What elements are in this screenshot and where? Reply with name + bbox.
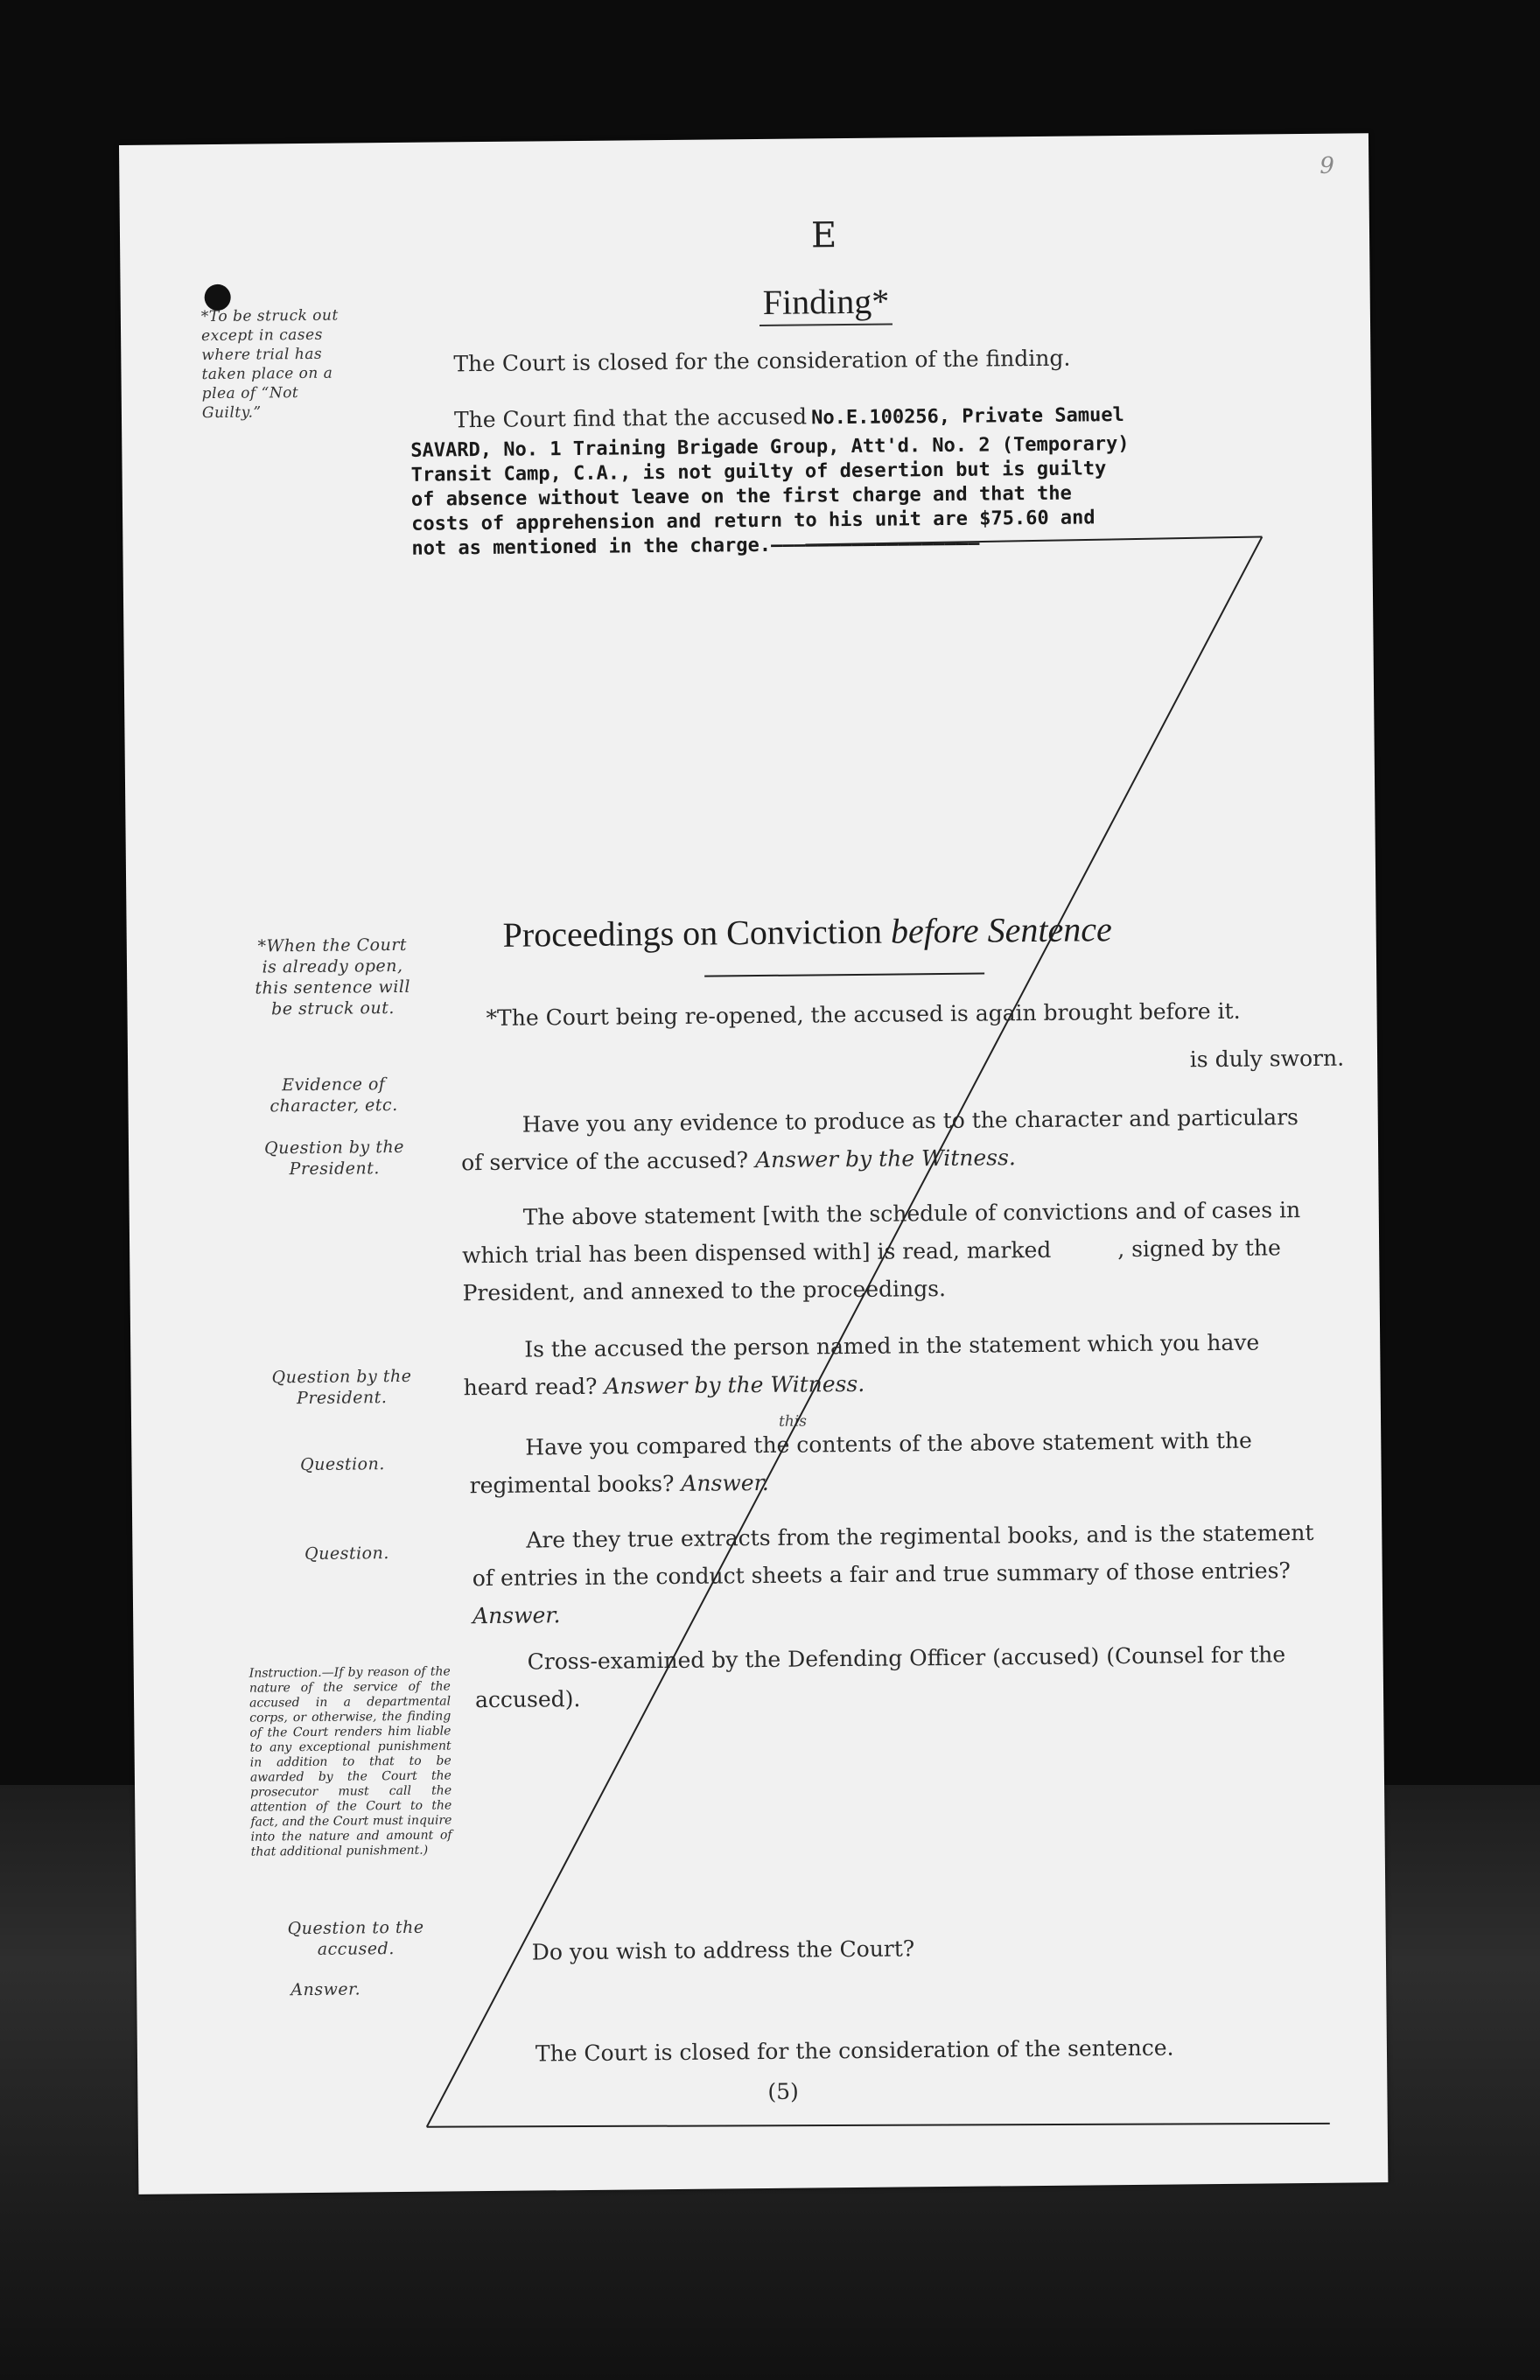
margin-question-president: Question by the President. (271, 1366, 412, 1409)
para-cross-line1: Cross-examined by the Defending Officer (accused) (Counsel for the (527, 1642, 1286, 1675)
para-statement-line3: President, and annexed to the proceedings. (462, 1275, 947, 1306)
margin-question-president: Question by the President. (264, 1137, 405, 1180)
closed-sentence-text: The Court is closed for the consideration of the sentence. (535, 2034, 1174, 2067)
typed-line: of absence without leave on the first charge and that the (410, 482, 1072, 511)
finding-prefix: The Court find that the accused (453, 403, 808, 433)
address-court-question: Do you wish to address the Court? (531, 1936, 915, 1965)
typed-line: SAVARD, No. 1 Training Brigade Group, Att'd. No. 2 (Temporary) (410, 432, 1130, 462)
proceedings-heading-main: Proceedings on Conviction (502, 911, 883, 955)
para-extracts-answer: Answer. (472, 1602, 561, 1629)
finding-margin-note: *To be struck out except in cases where trial has taken place on a plea of “Not Guilty.” (200, 306, 339, 423)
para-text: , signed by the (1117, 1235, 1281, 1263)
margin-question-accused: Question to the accused. (287, 1917, 424, 1959)
margin-question: Question. (304, 1544, 389, 1564)
para-extracts-line2: of entries in the conduct sheets a fair and true summary of those entries? (472, 1558, 1291, 1592)
margin-answer: Answer. (290, 1979, 361, 2000)
para-text: heard read? (463, 1373, 598, 1401)
para-extracts-line1: Are they true extracts from the regimental books, and is the statement (526, 1519, 1314, 1553)
finding-closed-text: The Court is closed for the consideration of the finding. (453, 345, 1071, 377)
para-text: which trial has been dispensed with] is read, marked (462, 1236, 1052, 1269)
para-statement-line1: The above statement [with the schedule of convictions and of cases in (522, 1197, 1301, 1230)
para-identity-line1: Is the accused the person named in the statement which you have (524, 1329, 1260, 1362)
page-number: (5) (767, 2078, 799, 2104)
bottom-strike-line (427, 2118, 1330, 2132)
para-answer: Answer. (681, 1469, 769, 1496)
strike-through-lines (119, 133, 1388, 2194)
para-evidence-line1: Have you any evidence to produce as to the character and particulars (522, 1104, 1299, 1138)
margin-instruction: Instruction.—If by reason of the nature of the service of the accused in a departmental corps, or otherwise, the finding of the Court renders him liable to any exceptional punishment in addition to that to be awarded by the Court the prosecutor must call the attention of the Court to the fact, and the Court must inquire into the nature and amount of that additional punishment.) (248, 1664, 452, 1859)
finding-heading: Finding* (760, 281, 893, 326)
typed-line: Transit Camp, C.A., is not guilty of desertion but is guilty (410, 458, 1107, 486)
section-letter: E (810, 215, 837, 256)
typed-line: not as mentioned in the charge.—————————————————— (411, 532, 980, 560)
margin-evidence: Evidence of character, etc. (270, 1074, 398, 1116)
document-page (119, 133, 1388, 2194)
margin-question: Question. (300, 1454, 385, 1475)
diagonal-strike-line (411, 536, 1277, 2126)
para-answer: Answer by the Witness. (604, 1370, 865, 1399)
para-text: Have you compared the contents of the above statement with the (525, 1427, 1253, 1460)
corner-page-number: 9 (1320, 152, 1334, 179)
typed-line: No.E.100256, Private Samuel (811, 403, 1124, 430)
para-text: regimental books? (469, 1470, 675, 1499)
sworn-text: is duly sworn. (1189, 1045, 1345, 1073)
para-cross-line2: accused). (474, 1686, 581, 1713)
margin-reopen-note: *When the Court is already open, this sentence will be struck out. (255, 934, 411, 1019)
reopen-sentence: *The Court being re-opened, the accused is again brought before it. (486, 998, 1241, 1032)
para-text: of service of the accused? (461, 1147, 749, 1176)
top-strike-line (805, 536, 1262, 544)
handwritten-insertion: this (778, 1412, 808, 1431)
proceedings-heading-italic: before Sentence (890, 909, 1112, 951)
para-answer: Answer by the Witness. (754, 1144, 1016, 1173)
typed-line: costs of apprehension and return to his unit are $75.60 and (411, 507, 1096, 536)
